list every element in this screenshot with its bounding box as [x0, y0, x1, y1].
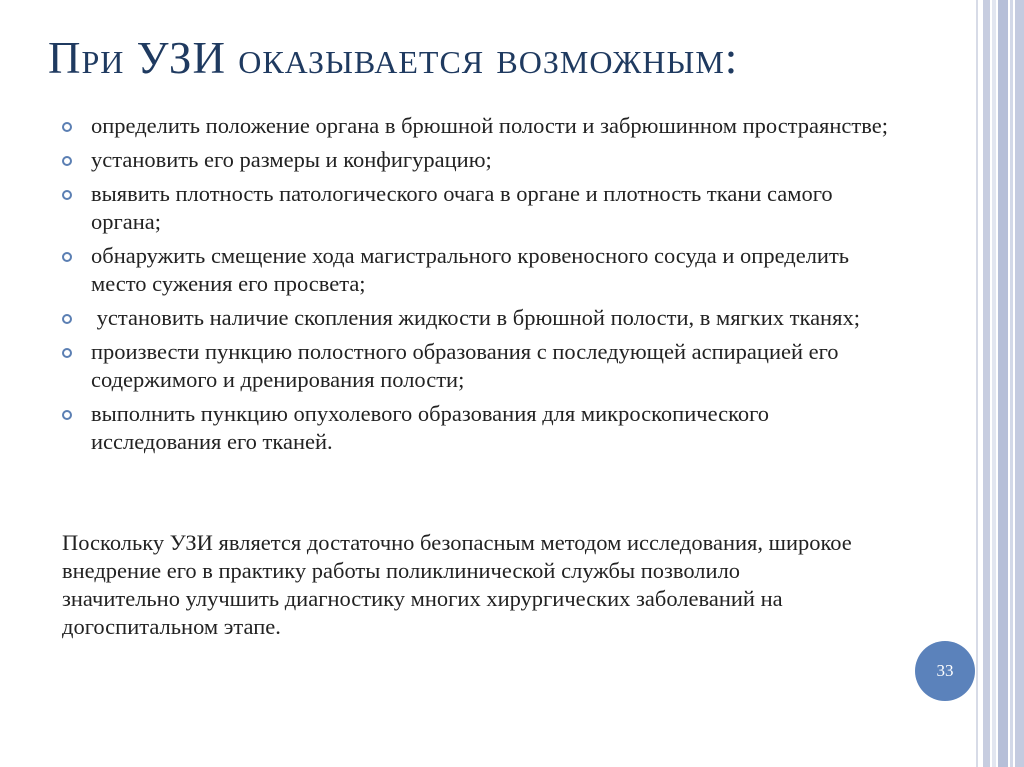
bullet-circle-icon: [62, 348, 72, 358]
decorative-stripe: [976, 0, 978, 767]
page-number-badge: 33: [915, 641, 975, 701]
bullet-text: выявить плотность патологического очага в органе и плотность ткани самого органа;: [91, 181, 833, 234]
bullet-item: [62, 400, 892, 456]
bullet-circle-icon: [62, 252, 72, 262]
bullet-item: [62, 242, 892, 298]
bullet-text: выполнить пункцию опухолевого образования для микроскопического исследования его тканей.: [91, 401, 770, 454]
bullet-item: [62, 146, 892, 174]
bullet-item: [62, 180, 892, 236]
summary-paragraph: Поскольку УЗИ является достаточно безопасным методом исследования, широкое внедрение его в практику работы поликлинической службы позволило значительно улучшить диагностику многих хирургических заболеваний на догоспитальном этапе.: [62, 530, 852, 639]
decorative-stripe: [992, 0, 996, 767]
decorative-stripe: [1010, 0, 1013, 767]
bullet-circle-icon: [62, 156, 72, 166]
bullet-item: [62, 304, 892, 332]
slide-title: При УЗИ оказывается возможным:: [48, 33, 739, 83]
bullet-item: [62, 112, 892, 140]
bullet-text: определить положение органа в брюшной полости и забрюшинном простраянстве;: [91, 113, 888, 138]
bullet-text: установить его размеры и конфигурацию;: [91, 147, 492, 172]
bullet-text: обнаружить смещение хода магистрального кровеносного сосуда и определить место сужения его просвета;: [91, 243, 850, 296]
decorative-stripe: [983, 0, 990, 767]
bullet-item: [62, 338, 892, 394]
bullet-circle-icon: [62, 314, 72, 324]
bullet-text: установить наличие скопления жидкости в брюшной полости, в мягких тканях;: [91, 305, 860, 330]
bullet-text: произвести пункцию полостного образования с последующей аспирацией его содержимого и дренирования полости;: [91, 339, 839, 392]
bullet-circle-icon: [62, 122, 72, 132]
bullet-circle-icon: [62, 190, 72, 200]
bullet-circle-icon: [62, 410, 72, 420]
bullet-list: [62, 112, 892, 462]
decorative-stripe: [1015, 0, 1024, 767]
decorative-stripe: [998, 0, 1008, 767]
